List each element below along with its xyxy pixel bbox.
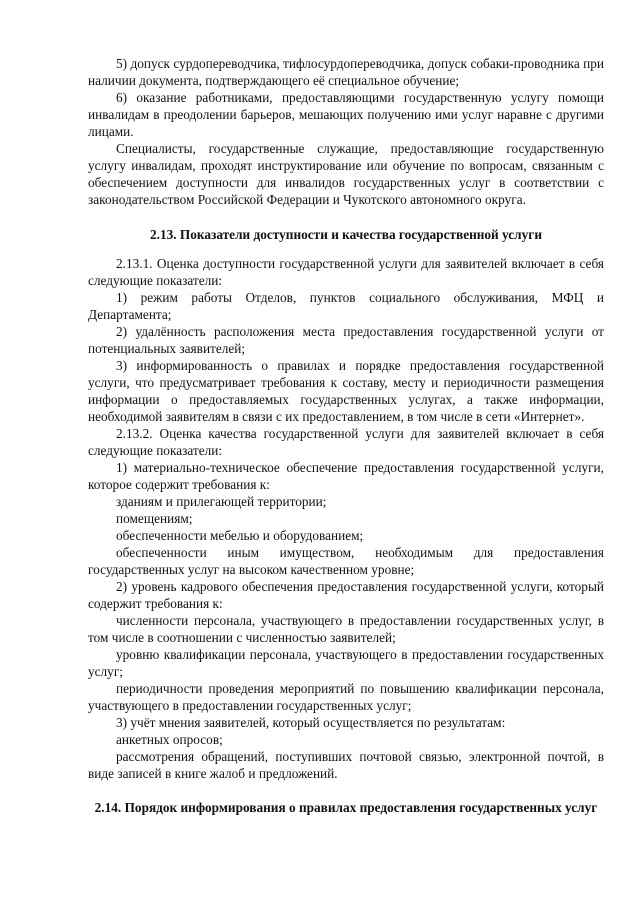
- paragraph-2-13-1-item-1: 1) режим работы Отделов, пунктов социального обслуживания, МФЦ и Департамента;: [88, 290, 604, 322]
- list-line-furniture: обеспеченности мебелью и оборудованием;: [116, 528, 364, 543]
- list-line-buildings: зданиям и прилегающей территории;: [116, 494, 327, 509]
- list-line-training: периодичности проведения мероприятий по повышению квалификации персонала, участвующего в предоставлении государственных услуг;: [88, 681, 604, 713]
- paragraph-item-6: 6) оказание работниками, предоставляющими государственную услугу помощи инвалидам в преодолении барьеров, мешающих получению ими услуг наравне с другими лицами.: [88, 90, 604, 139]
- section-heading-2-13: 2.13. Показатели доступности и качества государственной услуги: [149, 227, 542, 242]
- paragraph-2-13-2: 2.13.2. Оценка качества государственной услуги для заявителей включает в себя следующие показатели:: [88, 426, 604, 458]
- list-line-surveys: анкетных опросов;: [116, 732, 223, 747]
- paragraph-2-13-1: 2.13.1. Оценка доступности государственной услуги для заявителей включает в себя следующие показатели:: [88, 256, 604, 288]
- section-heading-2-14: 2.14. Порядок информирования о правилах предоставления государственных услуг: [94, 800, 598, 815]
- list-line-appeals: рассмотрения обращений, поступивших почтовой связью, электронной почтой, в виде записей в книге жалоб и предложений.: [88, 749, 604, 781]
- paragraph-2-13-1-item-3: 3) информированность о правилах и порядке предоставления государственной услуги, что предусматривает требования к составу, месту и периодичности размещения информации о предоставляемых государственных услугах, а также информации, необходимой заявителям в связи с их предоставлением, в том числе в сети «Интернет».: [88, 358, 604, 424]
- list-line-qualification: уровню квалификации персонала, участвующего в предоставлении государственных услуг;: [88, 647, 604, 679]
- paragraph-item-5: 5) допуск сурдопереводчика, тифлосурдопереводчика, допуск собаки-проводника при наличии документа, подтверждающего её специальное обучение;: [88, 56, 604, 88]
- paragraph-2-13-2-item-2: 2) уровень кадрового обеспечения предоставления государственной услуги, который содержит требования к:: [88, 579, 604, 611]
- document-body: [88, 55, 604, 816]
- list-line-property: обеспеченности иным имуществом, необходимым для предоставления государственных услуг на высоком качественном уровне;: [88, 545, 604, 577]
- paragraph-2-13-1-item-2: 2) удалённость расположения места предоставления государственной услуги от потенциальных заявителей;: [88, 324, 604, 356]
- list-line-staff-count: численности персонала, участвующего в предоставлении государственных услуг, в том числе в соотношении с численностью заявителей;: [88, 613, 604, 645]
- paragraph-2-13-2-item-3: 3) учёт мнения заявителей, который осуществляется по результатам:: [116, 715, 506, 730]
- paragraph-specialists: Специалисты, государственные служащие, предоставляющие государственную услугу инвалидам, проходят инструктирование или обучение по вопросам, связанным с обеспечением доступности для инвалидов государственных услуг в соответствии с законодательством Российской Федерации и Чукотского автономного округа.: [88, 141, 604, 207]
- list-line-premises: помещениям;: [116, 511, 193, 526]
- paragraph-2-13-2-item-1: 1) материально-техническое обеспечение предоставления государственной услуги, которое содержит требования к:: [88, 460, 604, 492]
